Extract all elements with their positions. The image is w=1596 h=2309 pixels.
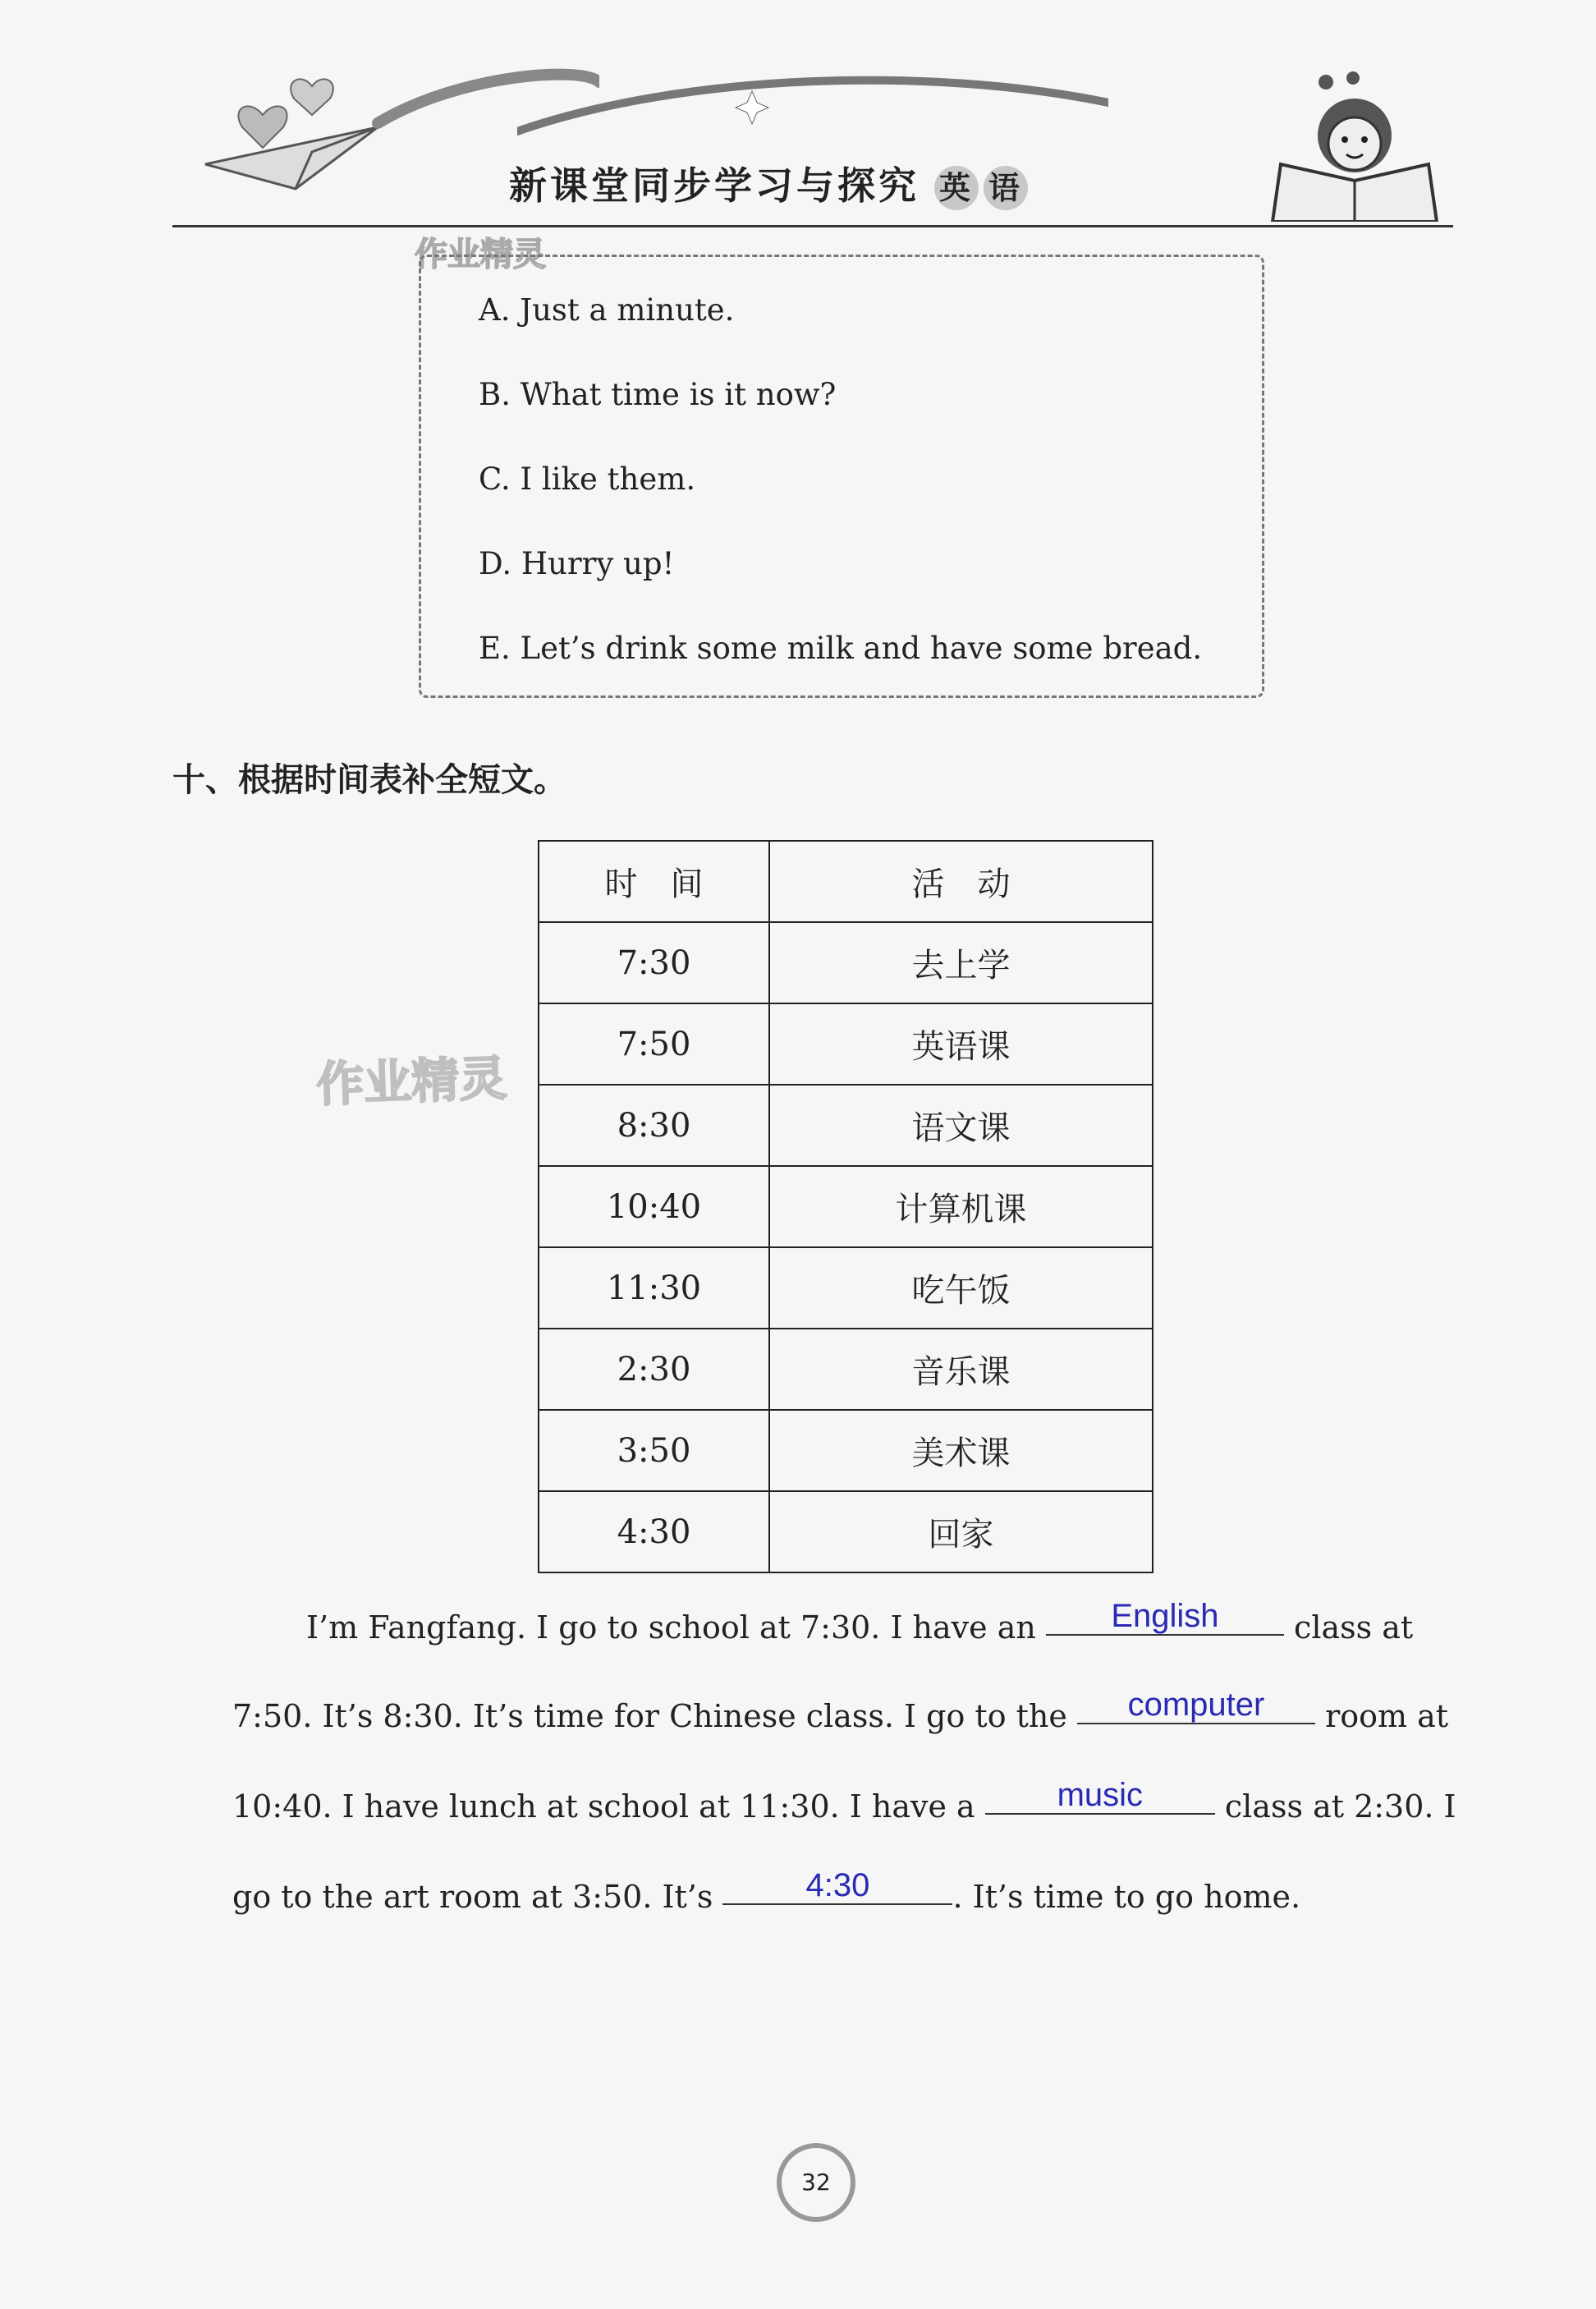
passage-text: I’m Fangfang. I go to school at 7:30. I have an: [306, 1609, 1036, 1646]
schedule-table: [538, 840, 1153, 1573]
passage-text: class at: [1294, 1609, 1414, 1646]
answer-blank-2[interactable]: computer: [1077, 1687, 1315, 1724]
header-divider: [172, 225, 1453, 227]
activity-cell: 语文课: [769, 1085, 1153, 1166]
watermark-top: 作业精灵: [415, 236, 546, 273]
section-heading: 十、根据时间表补全短文。: [172, 761, 566, 799]
time-cell: 11:30: [539, 1247, 769, 1329]
activity-cell: 去上学: [769, 922, 1153, 1003]
passage-text: room at: [1325, 1698, 1449, 1734]
swoosh-icon: [517, 66, 1108, 140]
answer-blank-1[interactable]: English: [1046, 1598, 1284, 1636]
passage-line-2: [232, 1687, 1449, 1736]
table-header-row: [539, 841, 1153, 922]
table-row: [539, 1410, 1153, 1491]
header-activity: 活 动: [769, 841, 1153, 922]
table-row: [539, 1491, 1153, 1572]
activity-cell: 美术课: [769, 1410, 1153, 1491]
passage-line-4: [232, 1867, 1301, 1917]
options-box: [419, 255, 1264, 698]
time-cell: 3:50: [539, 1410, 769, 1491]
time-cell: 8:30: [539, 1085, 769, 1166]
header: [172, 49, 1461, 230]
activity-cell: 音乐课: [769, 1329, 1153, 1410]
activity-cell: 吃午饭: [769, 1247, 1153, 1329]
subject-char-2: 语: [984, 166, 1028, 210]
time-cell: 7:30: [539, 922, 769, 1003]
page-number: 32: [777, 2143, 855, 2222]
header-title-text: 新课堂同步学习与探究: [509, 163, 920, 208]
table-row: [539, 1085, 1153, 1166]
table-row: [539, 1166, 1153, 1247]
option-a: A. Just a minute.: [479, 292, 735, 328]
answer-blank-4[interactable]: 4:30: [722, 1867, 952, 1905]
watermark: 作业精灵: [315, 1049, 508, 1113]
time-cell: 7:50: [539, 1003, 769, 1085]
header-time: 时 间: [539, 841, 769, 922]
subject-label: [929, 163, 1028, 210]
activity-cell: 计算机课: [769, 1166, 1153, 1247]
reading-girl-icon: [1256, 57, 1453, 222]
passage-text: class at 2:30. I: [1224, 1788, 1456, 1825]
option-c: C. I like them.: [479, 461, 696, 497]
passage-text: . It’s time to go home.: [952, 1879, 1301, 1915]
table-row: [539, 1003, 1153, 1085]
passage-line-1: [306, 1598, 1414, 1647]
time-cell: 2:30: [539, 1329, 769, 1410]
option-b: B. What time is it now?: [479, 377, 837, 412]
header-title: [509, 156, 1028, 210]
passage-line-3: [232, 1777, 1456, 1826]
subject-char-1: 英: [934, 166, 979, 210]
activity-cell: 回家: [769, 1491, 1153, 1572]
time-cell: 10:40: [539, 1166, 769, 1247]
option-e: E. Let’s drink some milk and have some bread.: [479, 631, 1203, 666]
activity-cell: 英语课: [769, 1003, 1153, 1085]
passage-text: go to the art room at 3:50. It’s: [232, 1879, 713, 1915]
options-list: [479, 290, 1202, 713]
table-row: [539, 1247, 1153, 1329]
answer-blank-3[interactable]: music: [985, 1777, 1215, 1815]
time-cell: 4:30: [539, 1491, 769, 1572]
table-row: [539, 1329, 1153, 1410]
option-d: D. Hurry up!: [479, 546, 675, 581]
passage-text: 7:50. It’s 8:30. It’s time for Chinese class. I go to the: [232, 1698, 1067, 1734]
table-row: [539, 922, 1153, 1003]
passage-text: 10:40. I have lunch at school at 11:30. I have a: [232, 1788, 975, 1825]
